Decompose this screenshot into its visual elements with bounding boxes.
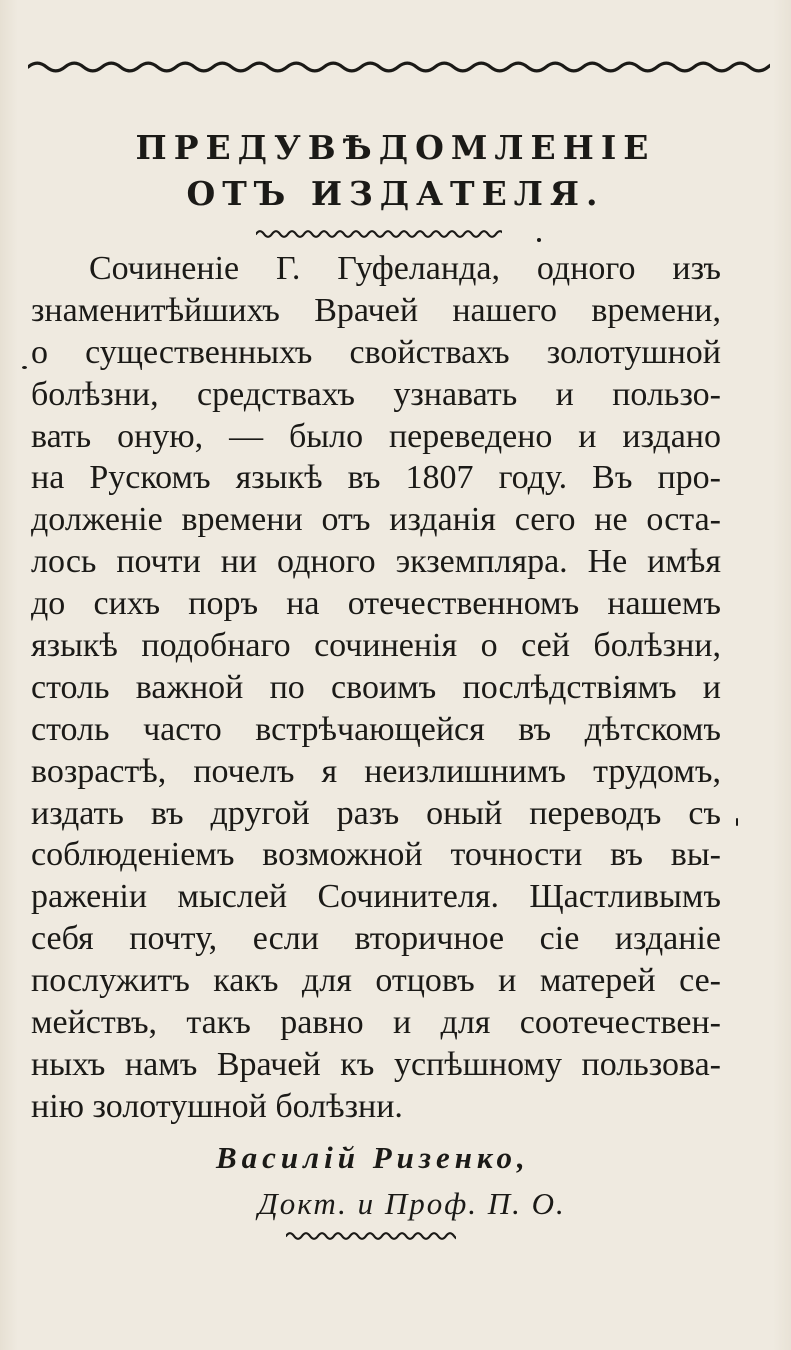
- signature-name: Василій Ризенко,: [216, 1140, 530, 1175]
- bottom-wave-ornament: [286, 1228, 456, 1244]
- margin-mark: [22, 366, 27, 369]
- body-line: возрастѣ, почелъ я неизлишнимъ трудомъ,: [31, 752, 721, 790]
- ornament-dot: [537, 238, 541, 242]
- body-line: ныхъ намъ Врачей къ успѣшному пользова-: [31, 1045, 721, 1083]
- body-line: на Рускомъ языкѣ въ 1807 году. Въ про-: [31, 459, 721, 497]
- body-line: до сихъ поръ на отечественномъ нашемъ: [31, 585, 721, 623]
- body-line: столь важной по своимъ послѣдствіямъ и: [31, 668, 721, 706]
- body-line: раженіи мыслей Сочинителя. Щастливымъ: [31, 878, 721, 916]
- heading-line-2: ОТЪ ИЗДАТЕЛЯ.: [186, 174, 605, 213]
- body-line: соблюденіемъ возможной точности въ вы-: [31, 836, 721, 874]
- body-line: болѣзни, средствахъ узнавать и пользо-: [31, 375, 721, 413]
- signature-title: Докт. и Проф. П. О.: [258, 1186, 566, 1221]
- preface-body: [31, 248, 721, 1128]
- heading-line-1: ПРЕДУВѢДОМЛЕНІЕ: [135, 128, 656, 167]
- body-line: себя почту, если вторичное сіе изданіе: [31, 920, 721, 958]
- body-line: знаменитѣйшихъ Врачей нашего времени,: [31, 291, 721, 329]
- body-line: мействъ, такъ равно и для соотечествен-: [31, 1004, 721, 1042]
- body-line: столь часто встрѣчающейся въ дѣтскомъ: [31, 710, 721, 748]
- body-line: нію золотушной болѣзни.: [31, 1087, 403, 1125]
- body-line: вать оную, — было переведено и издано: [31, 417, 721, 455]
- body-line: Сочиненіе Г. Гуфеланда, одного изъ: [89, 250, 721, 287]
- body-line: лось почти ни одного экземпляра. Не имѣя: [31, 543, 721, 581]
- body-line: послужитъ какъ для отцовъ и матерей се-: [31, 962, 721, 1000]
- heading-wave-ornament: [256, 226, 502, 242]
- body-line: издать въ другой разъ оный переводъ съ: [31, 794, 721, 832]
- body-line: о существенныхъ свойствахъ золотушной: [31, 333, 721, 371]
- body-line: долженіе времени отъ изданія сего не оста-: [31, 501, 721, 539]
- top-wave-ornament: [28, 56, 770, 78]
- margin-mark: [736, 818, 738, 826]
- body-line: языкѣ подобнаго сочиненія о сей болѣзни,: [31, 627, 721, 665]
